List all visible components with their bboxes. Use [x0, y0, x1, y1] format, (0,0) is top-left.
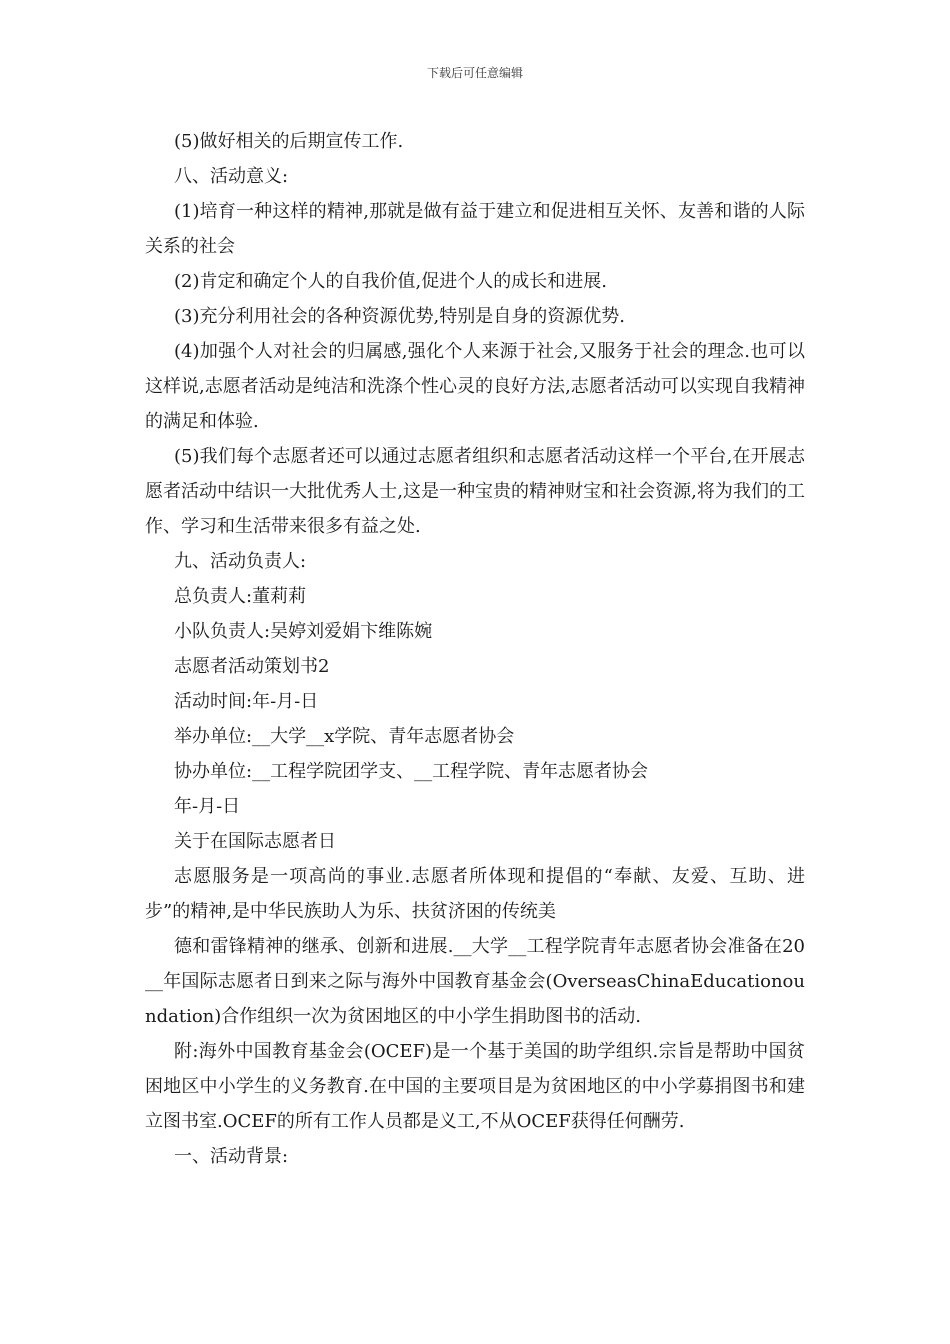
- paragraph: (2)肯定和确定个人的自我价值,促进个人的成长和进展.: [174, 271, 607, 292]
- paragraph: 志愿服务是一项高尚的事业.志愿者所体现和提倡的“奉献、友爱、互助、进步”的精神,是中华民族助人为乐、扶贫济困的传统美: [145, 866, 805, 922]
- document-title: 志愿者活动策划书2: [174, 656, 330, 677]
- paragraph: (5)做好相关的后期宣传工作.: [174, 131, 404, 152]
- section-heading: 九、活动负责人:: [174, 551, 307, 572]
- paragraph: (3)充分利用社会的各种资源优势,特别是自身的资源优势.: [174, 306, 625, 327]
- paragraph: 年-月-日: [174, 796, 241, 817]
- paragraph: (5)我们每个志愿者还可以通过志愿者组织和志愿者活动这样一个平台,在开展志愿者活动中结识一大批优秀人士,这是一种宝贵的精神财宝和社会资源,将为我们的工作、学习和生活带来很多有益之处.: [145, 446, 805, 537]
- document-body: [145, 124, 805, 1174]
- paragraph: 小队负责人:吴婷刘爱娟卞维陈婉: [174, 621, 433, 642]
- paragraph: (4)加强个人对社会的归属感,强化个人来源于社会,又服务于社会的理念.也可以这样说,志愿者活动是纯洁和洗涤个性心灵的良好方法,志愿者活动可以实现自我精神的满足和体验.: [145, 341, 805, 432]
- paragraph: 德和雷锋精神的继承、创新和进展.__大学__工程学院青年志愿者协会准备在20__年国际志愿者日到来之际与海外中国教育基金会(OverseasChinaEducationoundation)合作组织一次为贫困地区的中小学生捐助图书的活动.: [145, 936, 805, 1027]
- paragraph: 举办单位:__大学__x学院、青年志愿者协会: [174, 726, 515, 747]
- paragraph: 附:海外中国教育基金会(OCEF)是一个基于美国的助学组织.宗旨是帮助中国贫困地区中小学生的义务教育.在中国的主要项目是为贫困地区的中小学募捐图书和建立图书室.OCEF的所有工作人员都是义工,不从OCEF获得任何酬劳.: [145, 1041, 805, 1132]
- paragraph: (1)培育一种这样的精神,那就是做有益于建立和促进相互关怀、友善和谐的人际关系的社会: [145, 201, 805, 257]
- section-heading: 八、活动意义:: [174, 166, 289, 187]
- paragraph: 活动时间:年-月-日: [174, 691, 319, 712]
- page-header-note: 下载后可任意编辑: [426, 66, 523, 80]
- section-heading: 一、活动背景:: [174, 1146, 289, 1167]
- paragraph: 总负责人:董莉莉: [174, 586, 307, 607]
- paragraph: 协办单位:__工程学院团学支、__工程学院、青年志愿者协会: [174, 761, 649, 782]
- paragraph: 关于在国际志愿者日: [174, 831, 336, 852]
